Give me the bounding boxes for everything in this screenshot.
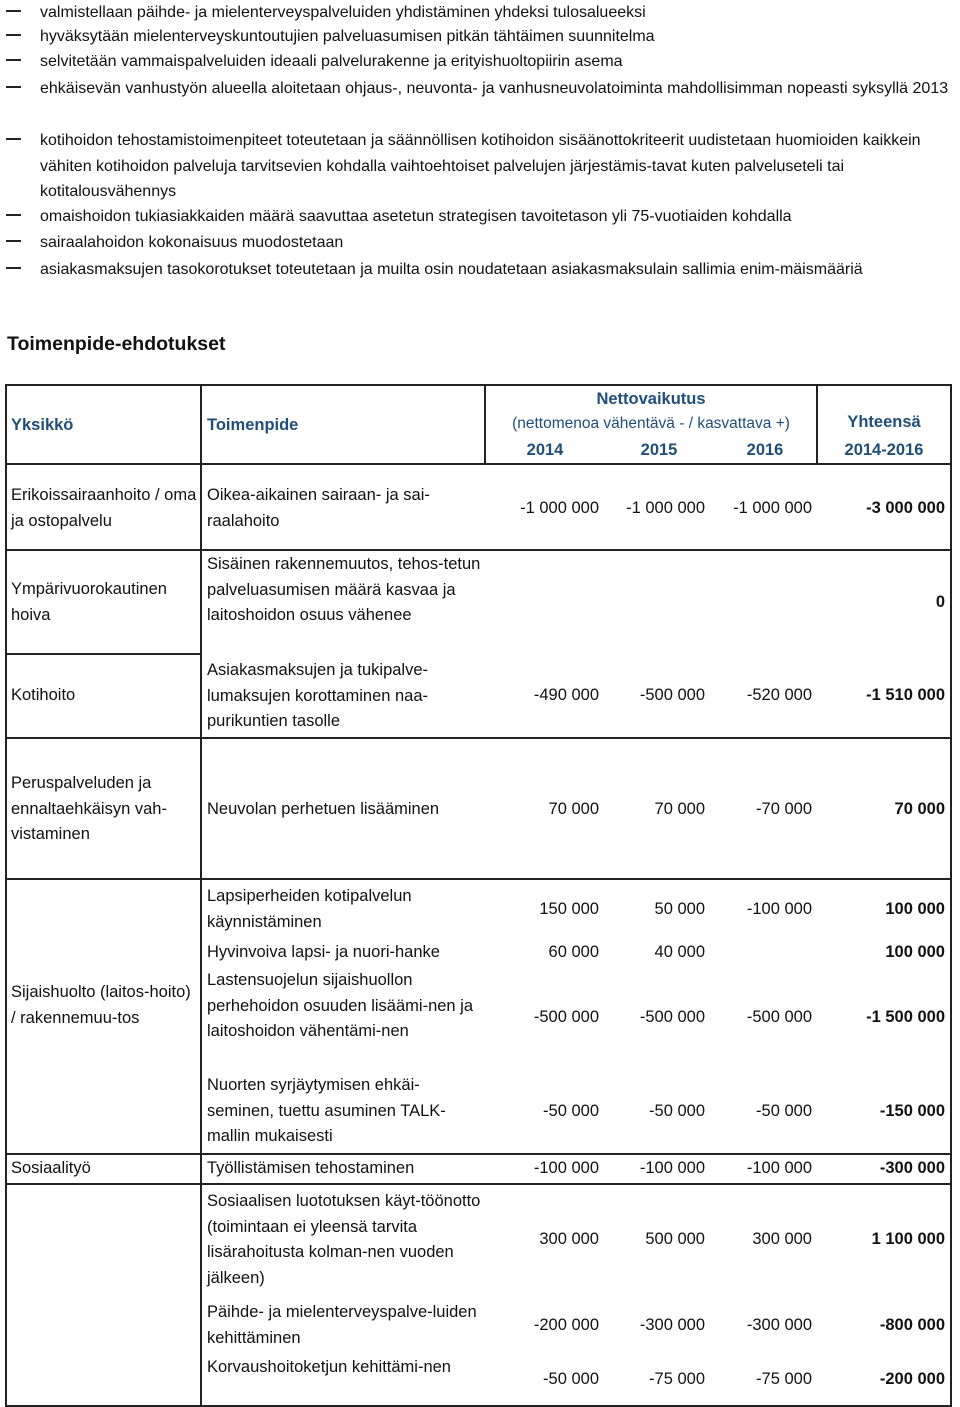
bullet-text: hyväksytään mielenterveyskuntoutujien palveluasumisen pitkän tähtäimen suunnitelma — [40, 28, 655, 45]
value-2014: -50 000 — [543, 1102, 599, 1120]
unit-peruspalvelut: Peruspalveluden ja ennaltaehkäisyn vah-vistaminen — [11, 774, 167, 843]
value-2016: -1 000 000 — [733, 499, 812, 517]
value-2014: 60 000 — [548, 943, 599, 961]
value-total: -800 000 — [879, 1316, 945, 1334]
value-total: -1 510 000 — [866, 686, 945, 704]
value-2015: 40 000 — [654, 943, 705, 961]
value-2016: -50 000 — [756, 1102, 812, 1120]
row-divider — [5, 1183, 952, 1185]
value-total: -1 500 000 — [866, 1008, 945, 1026]
value-2014: -100 000 — [533, 1159, 599, 1177]
row-divider — [5, 549, 952, 551]
unit-erikoissairaanhoito: Erikoissairaanhoito / oma ja ostopalvelu — [11, 486, 197, 530]
header-unit: Yksikkö — [11, 416, 74, 434]
value-2014: -500 000 — [533, 1008, 599, 1026]
value-2015: -1 000 000 — [626, 499, 705, 517]
value-2016: 300 000 — [752, 1230, 812, 1248]
row-divider — [5, 653, 202, 655]
value-total: -200 000 — [879, 1370, 945, 1388]
value-2015: -50 000 — [649, 1102, 705, 1120]
table-border-left — [5, 384, 7, 1407]
header-action: Toimenpide — [207, 416, 299, 434]
value-2016: -75 000 — [756, 1370, 812, 1388]
header-year-2015: 2015 — [640, 441, 678, 459]
action-cell: Hyvinvoiva lapsi- ja nuori-hanke — [207, 943, 440, 961]
table-border-right — [950, 384, 952, 1407]
value-2016: -70 000 — [756, 800, 812, 818]
action-cell: Päihde- ja mielenterveyspalve-luiden kehittäminen — [207, 1303, 477, 1347]
action-cell: Nuorten syrjäytymisen ehkäi-seminen, tuettu asuminen TALK-mallin mukaisesti — [207, 1076, 446, 1145]
action-cell: Sosiaalisen luototuksen käyt-töönotto (toimintaan ei yleensä tarvita lisärahoitusta kolman-nen vuoden jälkeen) — [207, 1192, 481, 1287]
value-2015: -100 000 — [639, 1159, 705, 1177]
unit-kotihoito: Kotihoito — [11, 686, 76, 704]
action-cell: Korvaushoitoketjun kehittämi-nen — [207, 1358, 451, 1376]
value-2014: 70 000 — [548, 800, 599, 818]
row-divider — [5, 878, 952, 880]
action-cell: Työllistämisen tehostaminen — [207, 1159, 415, 1177]
action-cell: Sisäinen rakennemuutos, tehos-tetun palveluasumisen määrä kasvaa ja laitoshoidon osuus vähenee — [207, 555, 481, 624]
value-2014: 150 000 — [539, 900, 599, 918]
value-2015: -500 000 — [639, 1008, 705, 1026]
header-net-effect-note: (nettomenoa vähentävä - / kasvattava +) — [512, 415, 790, 432]
value-2015: 70 000 — [654, 800, 705, 818]
value-total: 100 000 — [885, 900, 945, 918]
value-2015: -500 000 — [639, 686, 705, 704]
value-2014: 300 000 — [539, 1230, 599, 1248]
value-2015: 50 000 — [654, 900, 705, 918]
header-total-range: 2014-2016 — [844, 441, 924, 459]
value-2015: 500 000 — [645, 1230, 705, 1248]
column-divider — [200, 384, 202, 1407]
unit-sijaishuolto: Sijaishuolto (laitos-hoito) / rakennemuu-tos — [11, 983, 191, 1027]
value-2016: -100 000 — [746, 1159, 812, 1177]
bullet-text: omaishoidon tukiasiakkaiden määrä saavuttaa asetetun strategisen tavoitetason yli 75-vuotiaiden kohdalla — [40, 208, 792, 225]
value-2015: -300 000 — [639, 1316, 705, 1334]
header-total: Yhteensä — [847, 413, 921, 431]
value-total: -300 000 — [879, 1159, 945, 1177]
header-year-2014: 2014 — [526, 441, 564, 459]
value-total: 0 — [935, 593, 945, 611]
table-border-top — [5, 384, 952, 386]
value-2016: -300 000 — [746, 1316, 812, 1334]
bullet-text: sairaalahoidon kokonaisuus muodostetaan — [40, 234, 344, 251]
action-cell: Lapsiperheiden kotipalvelun käynnistäminen — [207, 887, 412, 931]
header-year-2016: 2016 — [746, 441, 784, 459]
value-total: 100 000 — [885, 943, 945, 961]
section-title: Toimenpide-ehdotukset — [7, 333, 226, 355]
value-2014: -490 000 — [533, 686, 599, 704]
bullet-text: valmistellaan päihde- ja mielenterveyspalveluiden yhdistäminen yhdeksi tulosalueeksi — [40, 4, 646, 21]
value-2016: -500 000 — [746, 1008, 812, 1026]
bullet-text: kotihoidon tehostamistoimenpiteet toteutetaan ja säännöllisen kotihoidon sisäänottokriteerit uudistetaan huomioiden kaikkein vähiten kotihoidon palveluja tarvitsevien kohdalla vaihtoehtoiset palvelujen järjestämis-tavat kuten palveluseteli tai kotitalousvähennys — [40, 132, 921, 200]
value-2014: -50 000 — [543, 1370, 599, 1388]
action-cell: Oikea-aikainen sairaan- ja sai-raalahoito — [207, 486, 430, 530]
value-2016: -520 000 — [746, 686, 812, 704]
value-2016: -100 000 — [746, 900, 812, 918]
value-2014: -200 000 — [533, 1316, 599, 1334]
action-cell: Lastensuojelun sijaishuollon perhehoidon osuuden lisäämi-nen ja laitoshoidon vähentämi-nen — [207, 971, 474, 1040]
row-divider — [5, 1153, 952, 1155]
bullet-text: ehkäisevän vanhustyön alueella aloitetaan ohjaus-, neuvonta- ja vanhusneuvolatoiminta mahdollisimman nopeasti syksyllä 2013 — [40, 80, 949, 97]
value-2015: -75 000 — [649, 1370, 705, 1388]
header-net-effect: Nettovaikutus — [596, 390, 706, 408]
row-divider — [5, 737, 952, 739]
unit-ymparivuorokautinen: Ympärivuorokautinen hoiva — [11, 580, 167, 624]
value-total: -150 000 — [879, 1102, 945, 1120]
value-total: 70 000 — [894, 800, 945, 818]
value-total: 1 100 000 — [871, 1230, 945, 1248]
bullet-text: asiakasmaksujen tasokorotukset toteutetaan ja muilta osin noudatetaan asiakasmaksulain sallimia enim-mäismääriä — [40, 261, 863, 278]
action-cell: Asiakasmaksujen ja tukipalve-lumaksujen korottaminen naa-purikuntien tasolle — [207, 661, 429, 730]
value-total: -3 000 000 — [866, 499, 945, 517]
unit-sosiaalityo: Sosiaalityö — [11, 1159, 91, 1177]
bullet-text: selvitetään vammaispalveluiden ideaali palvelurakenne ja erityishuoltopiirin asema — [40, 53, 623, 70]
value-2014: -1 000 000 — [520, 499, 599, 517]
action-cell: Neuvolan perhetuen lisääminen — [207, 800, 440, 818]
